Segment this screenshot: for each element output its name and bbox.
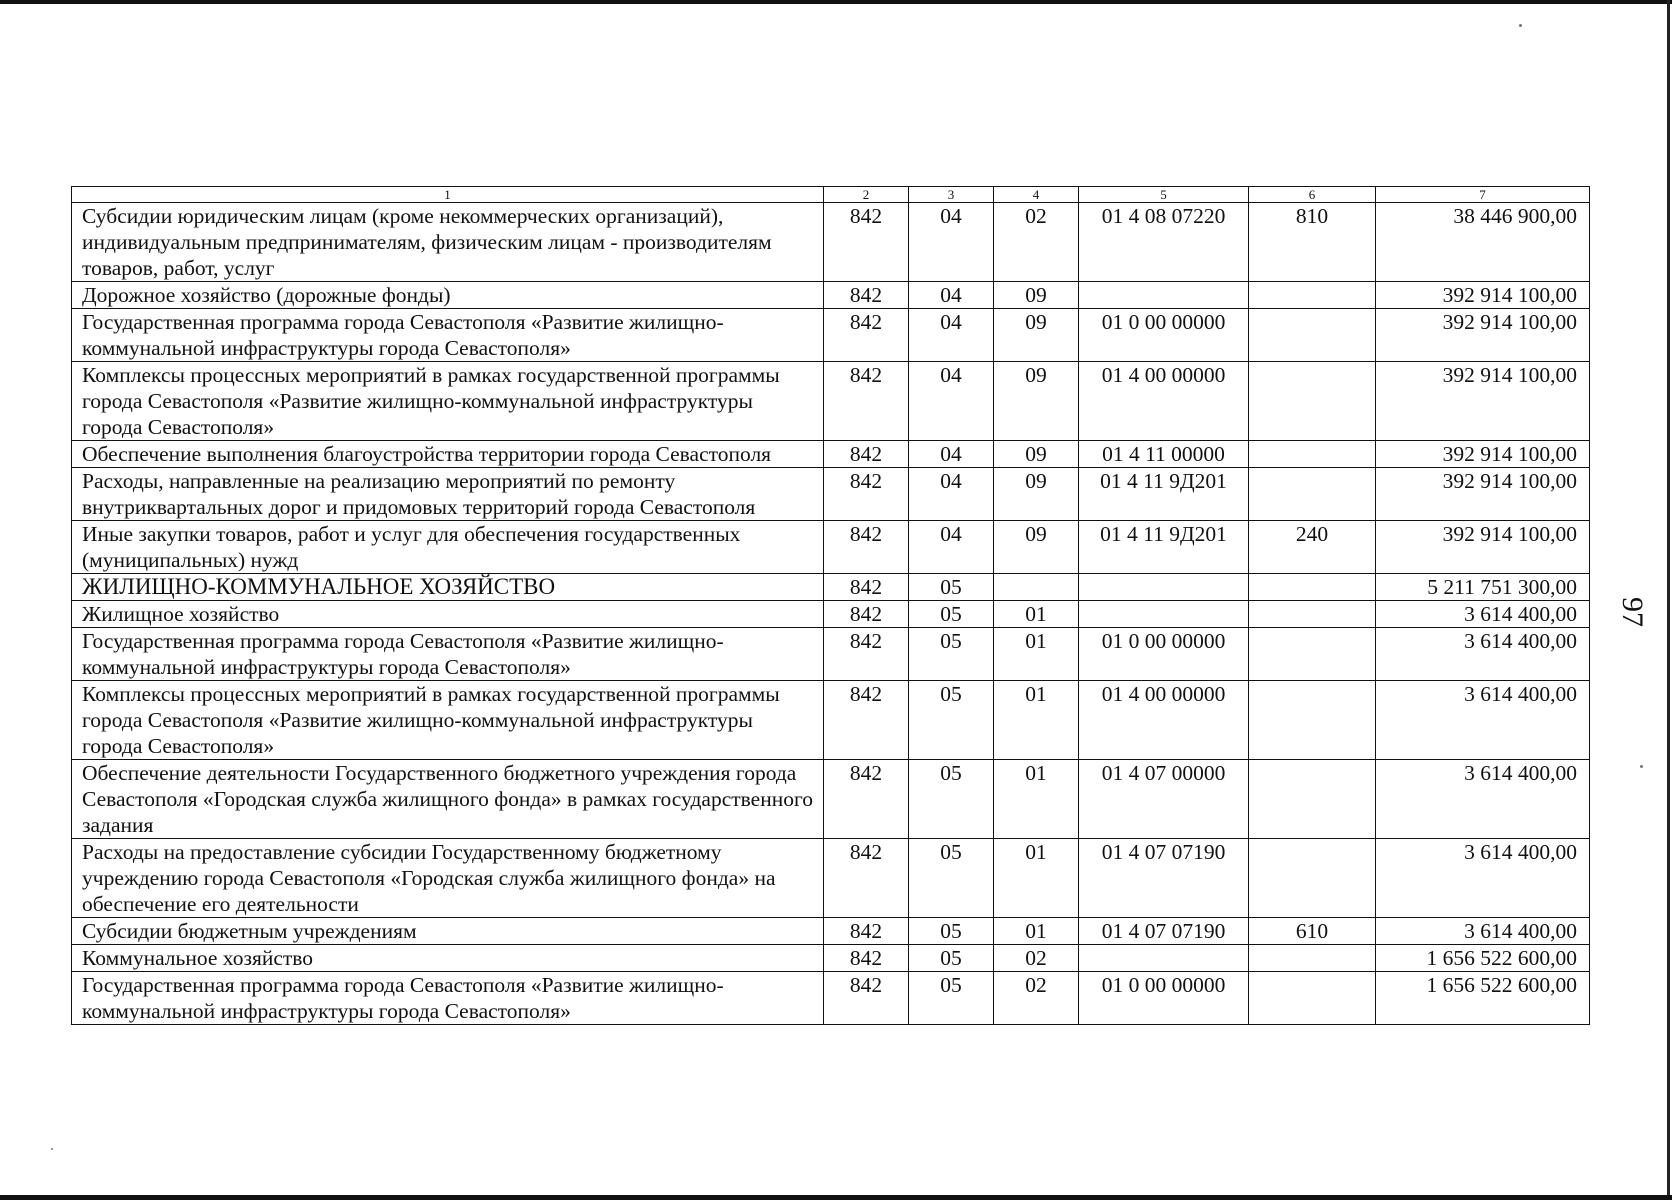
admin-code-cell: 842 <box>824 203 909 282</box>
table-row <box>72 441 1590 468</box>
page-right-edge <box>1667 0 1670 1200</box>
section-code-cell: 05 <box>909 574 994 601</box>
table-row <box>72 468 1590 521</box>
target-item-cell: 01 4 07 07190 <box>1079 839 1249 918</box>
admin-code-cell: 842 <box>824 628 909 681</box>
expense-type-cell <box>1249 362 1376 441</box>
row-name-cell: Субсидии юридическим лицам (кроме некоммерческих организаций), индивидуальным предпринимателям, физическим лицам - производителям товаров, работ, услуг <box>72 203 824 282</box>
row-name-cell: Обеспечение деятельности Государственного бюджетного учреждения города Севастополя «Городская служба жилищного фонда» в рамках государственного задания <box>72 760 824 839</box>
subsection-code-cell: 01 <box>994 918 1079 945</box>
table-row <box>72 203 1590 282</box>
row-name-cell: Субсидии бюджетным учреждениям <box>72 918 824 945</box>
section-code-cell: 04 <box>909 441 994 468</box>
subsection-code-cell: 09 <box>994 309 1079 362</box>
scan-speck <box>1519 24 1522 27</box>
column-number-3: 3 <box>909 187 994 203</box>
target-item-cell <box>1079 945 1249 972</box>
admin-code-cell: 842 <box>824 362 909 441</box>
table-row <box>72 521 1590 574</box>
target-item-cell: 01 4 07 00000 <box>1079 760 1249 839</box>
column-number-4: 4 <box>994 187 1079 203</box>
section-code-cell: 04 <box>909 282 994 309</box>
row-name-cell: Расходы на предоставление субсидии Государственному бюджетному учреждению города Севастополя «Городская служба жилищного фонда» на обеспечение его деятельности <box>72 839 824 918</box>
section-code-cell: 04 <box>909 521 994 574</box>
amount-cell: 392 914 100,00 <box>1376 441 1590 468</box>
amount-cell: 3 614 400,00 <box>1376 601 1590 628</box>
admin-code-cell: 842 <box>824 282 909 309</box>
page-number: 97 <box>1616 597 1649 627</box>
table-row <box>72 574 1590 601</box>
amount-cell: 392 914 100,00 <box>1376 521 1590 574</box>
admin-code-cell: 842 <box>824 972 909 1025</box>
expense-type-cell <box>1249 681 1376 760</box>
table-row <box>72 972 1590 1025</box>
section-code-cell: 05 <box>909 681 994 760</box>
expense-type-cell <box>1249 282 1376 309</box>
target-item-cell: 01 4 07 07190 <box>1079 918 1249 945</box>
admin-code-cell: 842 <box>824 601 909 628</box>
amount-cell: 1 656 522 600,00 <box>1376 972 1590 1025</box>
admin-code-cell: 842 <box>824 681 909 760</box>
row-name-cell: Жилищное хозяйство <box>72 601 824 628</box>
admin-code-cell: 842 <box>824 918 909 945</box>
subsection-code-cell: 01 <box>994 681 1079 760</box>
amount-cell: 1 656 522 600,00 <box>1376 945 1590 972</box>
table-row <box>72 760 1590 839</box>
subsection-code-cell: 02 <box>994 945 1079 972</box>
column-number-2: 2 <box>824 187 909 203</box>
column-number-1: 1 <box>72 187 824 203</box>
row-name-cell: Государственная программа города Севастополя «Развитие жилищно-коммунальной инфраструктуры города Севастополя» <box>72 309 824 362</box>
row-name-cell: Комплексы процессных мероприятий в рамках государственной программы города Севастополя «Развитие жилищно-коммунальной инфраструктуры города Севастополя» <box>72 362 824 441</box>
page-top-edge <box>0 0 1672 4</box>
section-code-cell: 05 <box>909 945 994 972</box>
row-name-cell: Дорожное хозяйство (дорожные фонды) <box>72 282 824 309</box>
subsection-code-cell: 09 <box>994 362 1079 441</box>
scan-speck <box>51 1148 53 1150</box>
target-item-cell: 01 4 11 00000 <box>1079 441 1249 468</box>
section-code-cell: 05 <box>909 918 994 945</box>
expense-type-cell <box>1249 945 1376 972</box>
table-row <box>72 362 1590 441</box>
column-number-7: 7 <box>1376 187 1590 203</box>
row-name-cell: Коммунальное хозяйство <box>72 945 824 972</box>
section-code-cell: 04 <box>909 309 994 362</box>
row-name-cell: Государственная программа города Севастополя «Развитие жилищно-коммунальной инфраструктуры города Севастополя» <box>72 628 824 681</box>
subsection-code-cell: 02 <box>994 972 1079 1025</box>
amount-cell: 392 914 100,00 <box>1376 468 1590 521</box>
scan-speck <box>1640 765 1643 768</box>
table-row <box>72 282 1590 309</box>
subsection-code-cell: 01 <box>994 760 1079 839</box>
expense-type-cell <box>1249 760 1376 839</box>
amount-cell: 392 914 100,00 <box>1376 309 1590 362</box>
target-item-cell: 01 4 11 9Д201 <box>1079 468 1249 521</box>
expense-type-cell <box>1249 468 1376 521</box>
subsection-code-cell: 09 <box>994 521 1079 574</box>
amount-cell: 392 914 100,00 <box>1376 282 1590 309</box>
expense-type-cell <box>1249 601 1376 628</box>
admin-code-cell: 842 <box>824 760 909 839</box>
expense-type-cell <box>1249 972 1376 1025</box>
target-item-cell: 01 0 00 00000 <box>1079 628 1249 681</box>
subsection-code-cell: 09 <box>994 441 1079 468</box>
budget-table <box>71 186 1590 1025</box>
admin-code-cell: 842 <box>824 839 909 918</box>
page-bottom-edge <box>0 1195 1672 1200</box>
section-code-cell: 04 <box>909 203 994 282</box>
expense-type-cell: 810 <box>1249 203 1376 282</box>
subsection-code-cell: 09 <box>994 282 1079 309</box>
row-name-cell: Обеспечение выполнения благоустройства территории города Севастополя <box>72 441 824 468</box>
expense-type-cell <box>1249 309 1376 362</box>
table-row <box>72 839 1590 918</box>
section-code-cell: 05 <box>909 628 994 681</box>
admin-code-cell: 842 <box>824 574 909 601</box>
table-row <box>72 945 1590 972</box>
section-code-cell: 04 <box>909 362 994 441</box>
section-code-cell: 05 <box>909 972 994 1025</box>
section-code-cell: 05 <box>909 601 994 628</box>
row-name-cell: Государственная программа города Севастополя «Развитие жилищно-коммунальной инфраструктуры города Севастополя» <box>72 972 824 1025</box>
target-item-cell: 01 0 00 00000 <box>1079 309 1249 362</box>
target-item-cell <box>1079 601 1249 628</box>
expense-type-cell <box>1249 574 1376 601</box>
target-item-cell: 01 0 00 00000 <box>1079 972 1249 1025</box>
target-item-cell <box>1079 282 1249 309</box>
amount-cell: 392 914 100,00 <box>1376 362 1590 441</box>
column-number-row <box>72 187 1590 203</box>
table-row <box>72 681 1590 760</box>
column-number-5: 5 <box>1079 187 1249 203</box>
admin-code-cell: 842 <box>824 309 909 362</box>
expense-type-cell <box>1249 441 1376 468</box>
target-item-cell: 01 4 11 9Д201 <box>1079 521 1249 574</box>
subsection-code-cell: 01 <box>994 628 1079 681</box>
section-code-cell: 05 <box>909 839 994 918</box>
subsection-code-cell: 01 <box>994 839 1079 918</box>
target-item-cell: 01 4 00 00000 <box>1079 681 1249 760</box>
subsection-code-cell: 02 <box>994 203 1079 282</box>
admin-code-cell: 842 <box>824 521 909 574</box>
amount-cell: 3 614 400,00 <box>1376 760 1590 839</box>
target-item-cell: 01 4 08 07220 <box>1079 203 1249 282</box>
section-code-cell: 04 <box>909 468 994 521</box>
table-row <box>72 309 1590 362</box>
table-row <box>72 628 1590 681</box>
amount-cell: 38 446 900,00 <box>1376 203 1590 282</box>
subsection-code-cell <box>994 574 1079 601</box>
column-number-6: 6 <box>1249 187 1376 203</box>
amount-cell: 5 211 751 300,00 <box>1376 574 1590 601</box>
table-row <box>72 601 1590 628</box>
expense-type-cell: 610 <box>1249 918 1376 945</box>
row-name-cell: ЖИЛИЩНО-КОММУНАЛЬНОЕ ХОЗЯЙСТВО <box>72 574 824 601</box>
subsection-code-cell: 01 <box>994 601 1079 628</box>
admin-code-cell: 842 <box>824 441 909 468</box>
row-name-cell: Комплексы процессных мероприятий в рамках государственной программы города Севастополя «Развитие жилищно-коммунальной инфраструктуры города Севастополя» <box>72 681 824 760</box>
admin-code-cell: 842 <box>824 468 909 521</box>
amount-cell: 3 614 400,00 <box>1376 839 1590 918</box>
amount-cell: 3 614 400,00 <box>1376 681 1590 760</box>
table-row <box>72 918 1590 945</box>
amount-cell: 3 614 400,00 <box>1376 628 1590 681</box>
table-body <box>72 187 1590 1025</box>
row-name-cell: Расходы, направленные на реализацию мероприятий по ремонту внутриквартальных дорог и придомовых территорий города Севастополя <box>72 468 824 521</box>
expense-type-cell <box>1249 839 1376 918</box>
amount-cell: 3 614 400,00 <box>1376 918 1590 945</box>
target-item-cell: 01 4 00 00000 <box>1079 362 1249 441</box>
target-item-cell <box>1079 574 1249 601</box>
subsection-code-cell: 09 <box>994 468 1079 521</box>
expense-type-cell: 240 <box>1249 521 1376 574</box>
section-code-cell: 05 <box>909 760 994 839</box>
admin-code-cell: 842 <box>824 945 909 972</box>
expense-type-cell <box>1249 628 1376 681</box>
row-name-cell: Иные закупки товаров, работ и услуг для обеспечения государственных (муниципальных) нужд <box>72 521 824 574</box>
